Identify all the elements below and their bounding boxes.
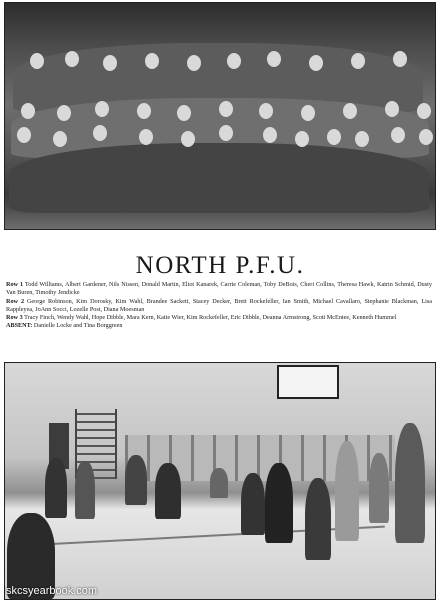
row-names: Todd Williams, Albert Gardener, Nils Nissen, Donald Martin, Eliot Kanarek, Carrie Coleman, Toby DeBois, Cheri Collins, Theresa Hawk, Katrin Schmid, Dusty Van Buren, Timothy Jendicke: [6, 281, 432, 297]
page-title: NORTH P.F.U.: [135, 252, 305, 279]
gym-activity-photo: [4, 362, 436, 600]
roster-row-1: [6, 281, 432, 296]
watermark-text: skcsyearbook.com: [6, 585, 98, 597]
row-label: Row 2: [6, 297, 25, 305]
roster-row-3: [6, 314, 396, 321]
row-names: George Robinson, Kim Dorosky, Kim Wahl, Brandee Sackett, Stacey Decker, Brett Rockefeller, Ian Smith, Michael Cavallaro, Stephanie Blackman, Lisa Rappleyea, JoAnn Socci, Lozelle Post, Diana Moesman: [6, 297, 432, 313]
class-roster-caption: [6, 281, 432, 331]
basketball-backboard: [277, 365, 339, 399]
roster-absent: [6, 322, 122, 329]
row-label: Row 3: [6, 314, 23, 322]
absent-names: Danielle Locke and Tina Borggreen: [33, 322, 123, 330]
roster-row-2: [6, 298, 432, 313]
class-group-photo: [4, 2, 436, 230]
row-names: Tracy Finch, Wendy Wahl, Hope Dibble, Mara Kern, Katie Wier, Kim Rockefeller, Eric Dibble, Deanna Armstrong, Scott McEntee, Kenneth Hummel: [24, 314, 397, 322]
absent-label: ABSENT:: [6, 322, 33, 330]
row-label: Row 1: [6, 281, 24, 288]
